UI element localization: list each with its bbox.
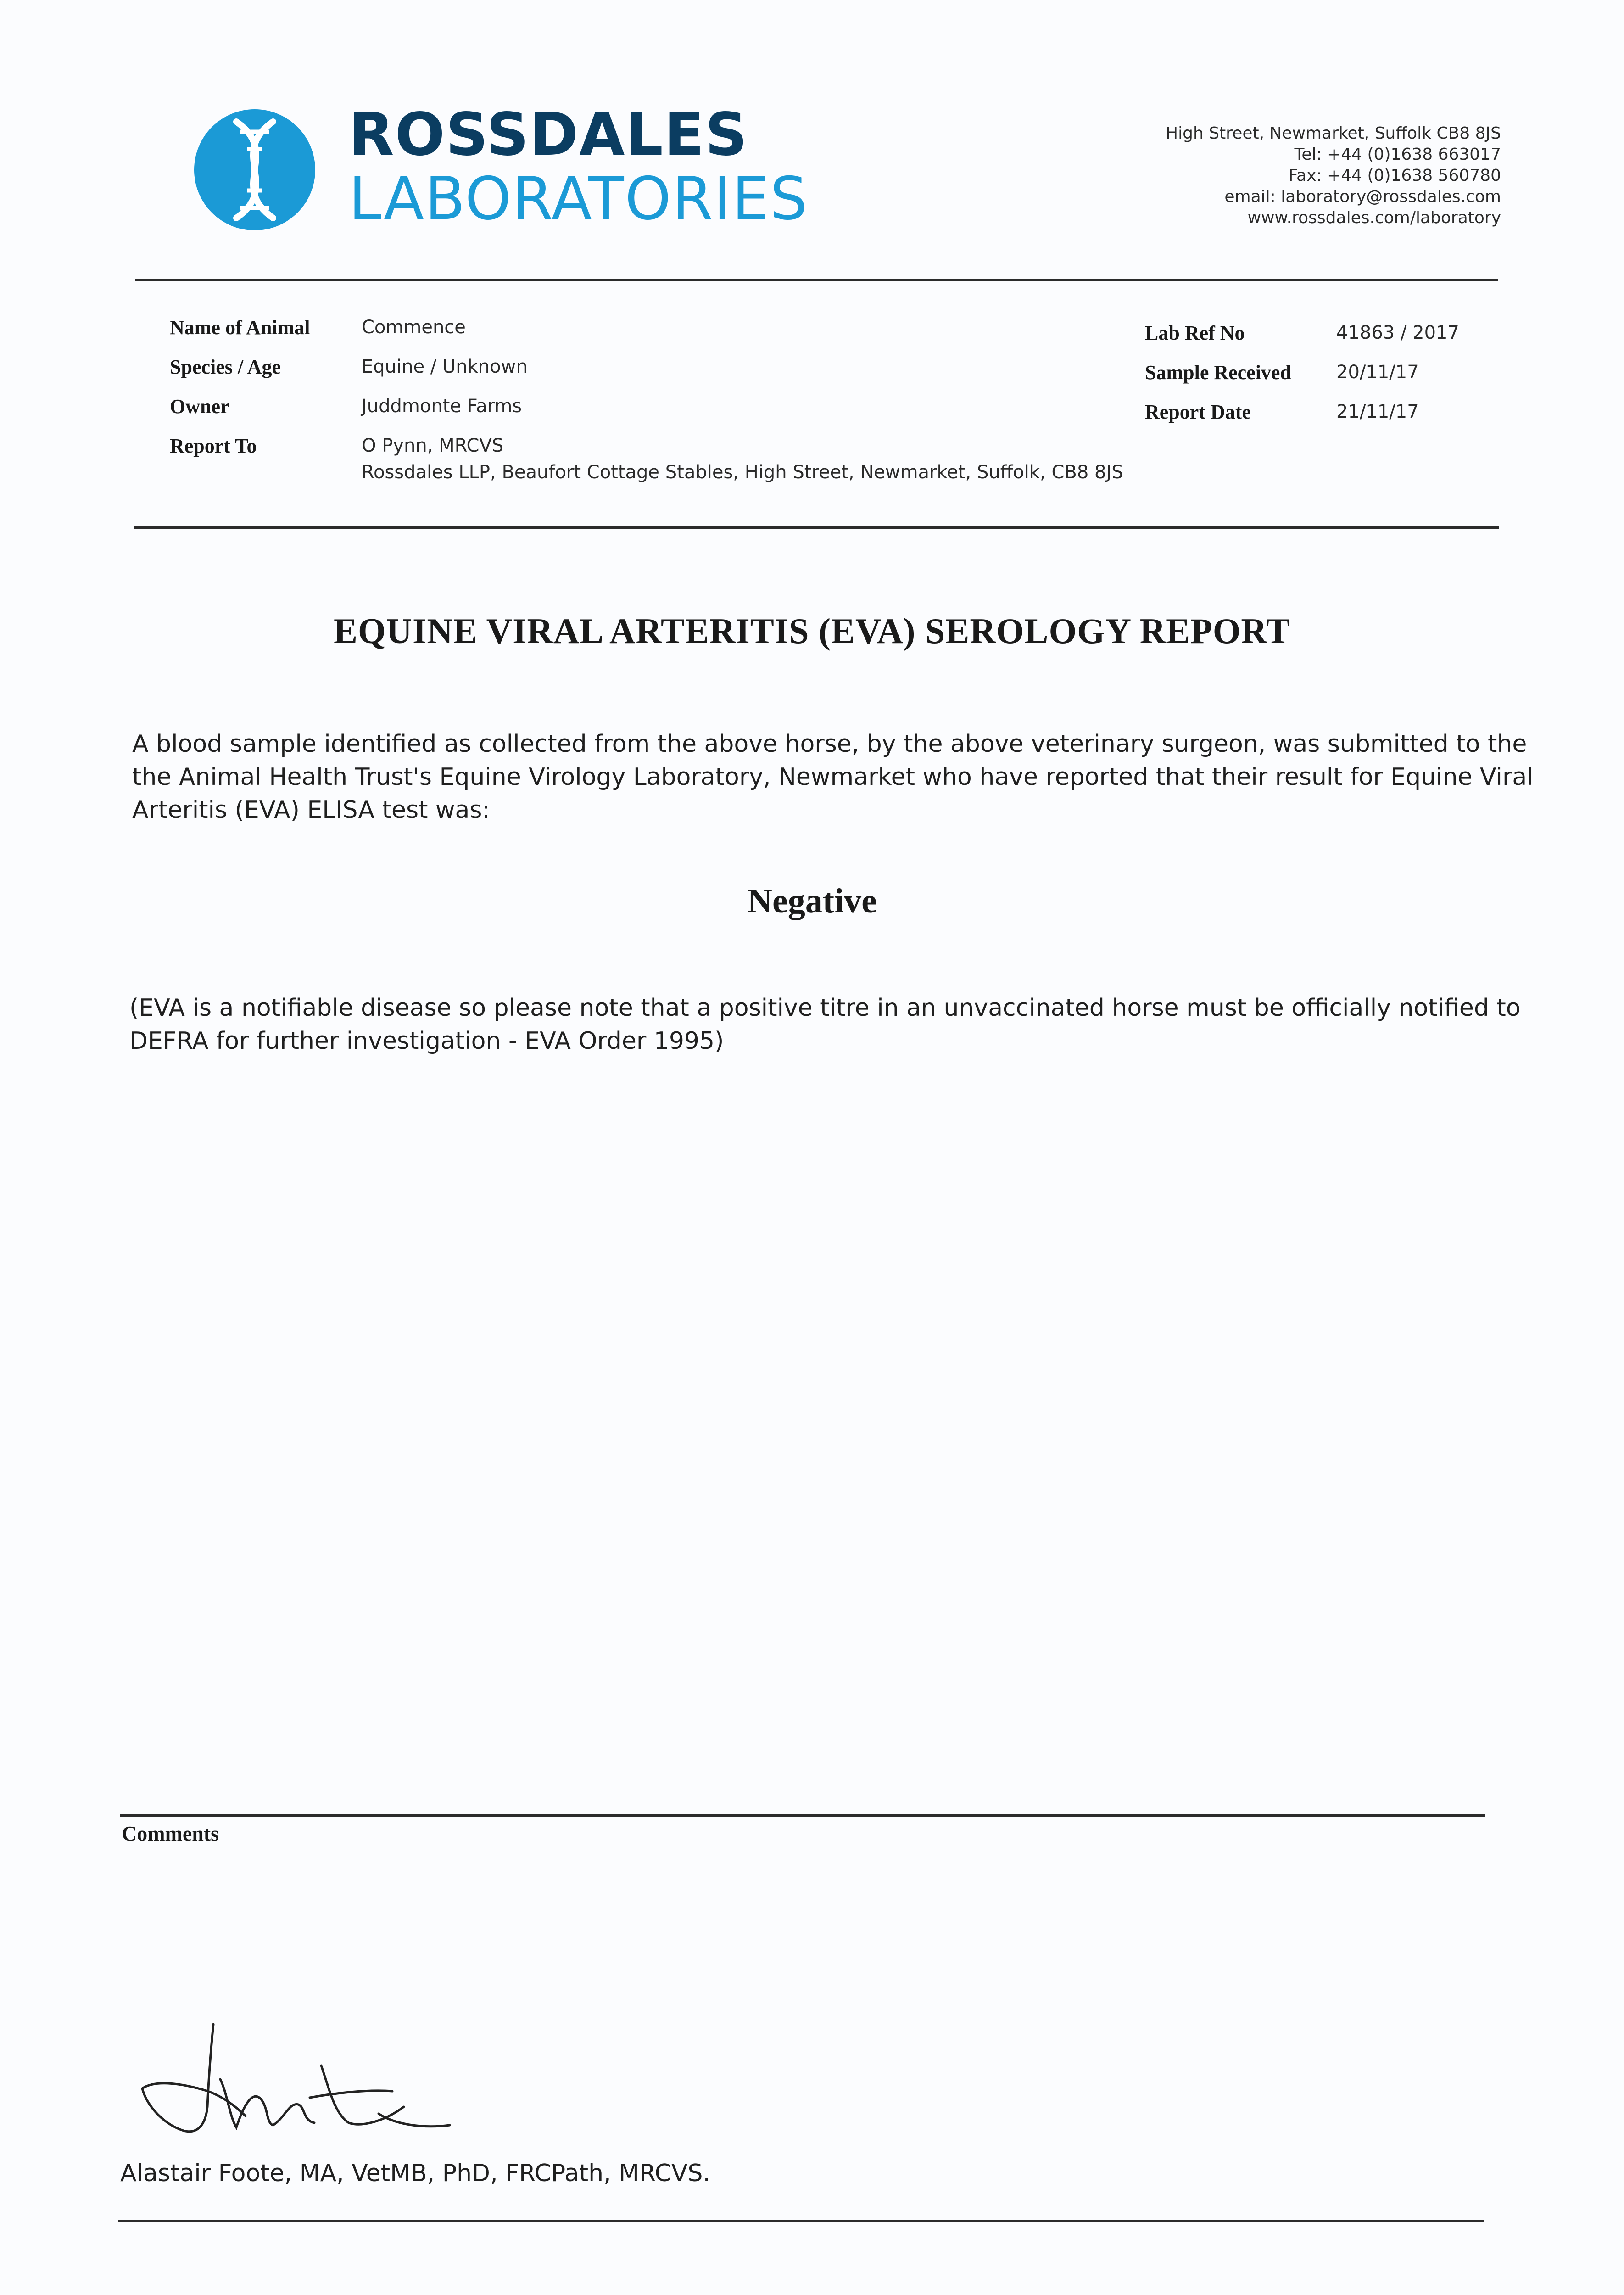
animal-name-value: Commence xyxy=(362,317,466,338)
intro-line: A blood sample identified as collected from the above horse, by the above veterinary surgeon, was submitted to the xyxy=(132,730,1527,758)
brand-subname: LABORATORIES xyxy=(349,165,809,233)
species-label: Species / Age xyxy=(170,356,281,378)
info-divider xyxy=(134,526,1499,529)
lab-ref-value: 41863 / 2017 xyxy=(1336,322,1459,343)
lab-ref-label: Lab Ref No xyxy=(1145,322,1245,344)
intro-paragraph xyxy=(132,728,1534,827)
note-line: DEFRA for further investigation - EVA Order 1995) xyxy=(129,1027,724,1055)
owner-label: Owner xyxy=(170,395,229,418)
test-result: Negative xyxy=(747,882,877,920)
species-value: Equine / Unknown xyxy=(362,356,528,377)
comments-label: Comments xyxy=(122,1822,219,1845)
address-fax: Fax: +44 (0)1638 560780 xyxy=(1288,166,1501,185)
owner-value: Juddmonte Farms xyxy=(362,396,522,417)
sample-received-label: Sample Received xyxy=(1145,361,1291,384)
dna-logo-icon xyxy=(193,103,317,236)
note-line: (EVA is a notifiable disease so please note that a positive titre in an unvaccinated horse must be officially notified to xyxy=(129,994,1521,1022)
report-to-address: Rossdales LLP, Beaufort Cottage Stables, High Street, Newmarket, Suffolk, CB8 8JS xyxy=(362,462,1123,483)
notification-note xyxy=(129,991,1521,1058)
report-date-value: 21/11/17 xyxy=(1336,401,1419,422)
report-title: EQUINE VIRAL ARTERITIS (EVA) SEROLOGY REPORT xyxy=(333,611,1291,651)
intro-line: Arteritis (EVA) ELISA test was: xyxy=(132,796,491,824)
comments-divider xyxy=(120,1814,1485,1817)
report-date-label: Report Date xyxy=(1145,401,1251,423)
report-to-name: O Pynn, MRCVS xyxy=(362,435,504,456)
address-tel: Tel: +44 (0)1638 663017 xyxy=(1294,145,1501,164)
signatory-name: Alastair Foote, MA, VetMB, PhD, FRCPath, MRCVS. xyxy=(120,2160,711,2187)
report-to-label: Report To xyxy=(170,435,257,457)
address-website: www.rossdales.com/laboratory xyxy=(1247,208,1501,227)
signature-image xyxy=(128,2010,477,2148)
address-email: email: laboratory@rossdales.com xyxy=(1224,187,1501,206)
animal-name-label: Name of Animal xyxy=(170,316,310,339)
intro-line: the Animal Health Trust's Equine Virology Laboratory, Newmarket who have reported that their result for Equine Viral xyxy=(132,763,1534,791)
brand-name: ROSSDALES xyxy=(349,101,748,169)
address-street: High Street, Newmarket, Suffolk CB8 8JS xyxy=(1166,124,1501,143)
sample-received-value: 20/11/17 xyxy=(1336,362,1419,383)
footer-divider xyxy=(118,2220,1484,2222)
header-divider xyxy=(135,279,1498,281)
lab-address xyxy=(1166,123,1501,229)
